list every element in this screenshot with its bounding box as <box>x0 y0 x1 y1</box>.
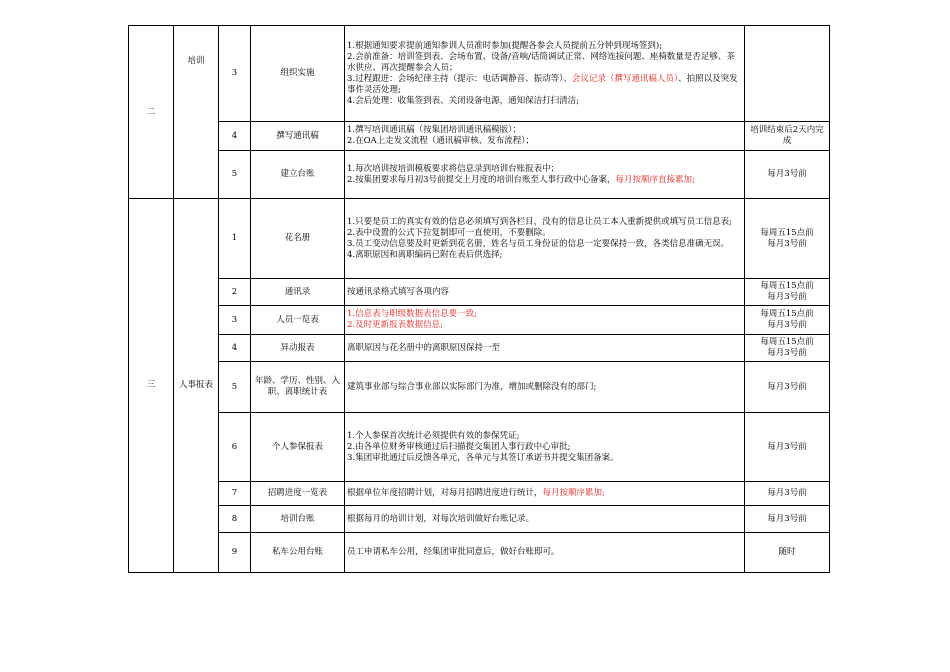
description-text: 按通讯录格式填写各项内容 <box>347 286 450 297</box>
description-text: 2.由各单位财务审核通过后扫描提交集团人事行政中心审批; <box>347 441 571 452</box>
description-line <box>347 125 742 136</box>
deadline-cell <box>745 335 830 362</box>
description-text: 根据单位年度招聘计划，对每月招聘进度进行统计， <box>347 488 543 498</box>
description-cell <box>345 199 745 279</box>
category-cell: 培训 <box>174 26 219 199</box>
highlighted-text: 每月按顺序直接累加; <box>615 174 695 185</box>
item-name-cell: 建立台账 <box>251 151 345 199</box>
description-text: 1.只要是员工的真实有效的信息必须填写到各栏目，没有的信息让员工本人重新提供或填写员工信息表; <box>347 216 732 227</box>
item-number-cell: 7 <box>219 482 251 506</box>
item-number-cell: 4 <box>219 335 251 362</box>
section-number-cell: 二 <box>129 26 174 199</box>
deadline-line: 每周五15点前 <box>760 309 814 319</box>
item-name-cell: 招聘进度一览表 <box>251 482 345 506</box>
description-text: 3.集团审批通过后反馈各单元，各单元与其签订承诺书并提交集团备案。 <box>347 452 619 463</box>
description-line <box>347 442 742 453</box>
item-name-cell: 个人参保报表 <box>251 413 345 482</box>
description-text: 4.离职原因和离职编码已附在表后供选择; <box>347 249 503 260</box>
description-text: 3.过程跟进：会场纪律主持（提示：电话调静音、振动等）、 <box>347 73 572 84</box>
deadline-line: 每月3号前 <box>767 441 807 452</box>
deadline-cell <box>745 279 830 306</box>
item-number-cell: 8 <box>219 506 251 533</box>
description-text: 1.撰写培训通讯稿（按集团培训通讯稿模版）； <box>347 125 521 135</box>
deadline-cell <box>745 362 830 413</box>
section-number-cell: 三 <box>129 199 174 573</box>
item-number-cell: 4 <box>219 122 251 151</box>
item-number-cell: 5 <box>219 151 251 199</box>
table-row <box>129 533 830 573</box>
description-line <box>347 217 742 228</box>
deadline-line: 每月3号前 <box>767 348 807 358</box>
description-text: 2.在OA上走发文流程（通讯稿审核、发布流程）； <box>347 136 534 146</box>
work-schedule-table <box>128 25 830 573</box>
description-line <box>347 74 742 96</box>
description-line <box>347 41 742 52</box>
table-row <box>129 26 830 122</box>
description-line <box>347 164 742 175</box>
description-text: 1.每次培训按培训模板要求将信息录到培训台账报表中； <box>347 163 560 174</box>
deadline-cell <box>745 413 830 482</box>
table-row <box>129 306 830 335</box>
description-line <box>347 514 742 525</box>
description-line <box>347 382 742 393</box>
highlighted-text: 每月按顺序累加; <box>542 488 605 498</box>
description-cell <box>345 335 745 362</box>
description-line <box>347 453 742 464</box>
item-name-cell: 私车公用台账 <box>251 533 345 573</box>
deadline-cell <box>745 306 830 335</box>
description-line <box>347 320 742 331</box>
description-text: 2.按集团要求每月初3号前提交上月度的培训台账至人事行政中心备案， <box>347 174 616 185</box>
deadline-line: 每月3号前 <box>767 381 807 392</box>
description-text: 2.会前准备：培训签到表、会场布置、设备/音响/话筒调试正常、网络连接问题、座椅数量是否足够、茶水供应、再次提醒参会人员； <box>347 51 735 73</box>
item-number-cell: 9 <box>219 533 251 573</box>
item-number-cell: 3 <box>219 26 251 122</box>
description-cell <box>345 362 745 413</box>
description-text: 3.员工变动信息要及时更新到花名册，姓名与员工身份证的信息一定要保持一致，各类信息准确无误。 <box>347 238 730 249</box>
category-cell: 人事报表 <box>174 199 219 573</box>
description-text: 员工申请私车公用，经集团审批同意后，做好台账即可。 <box>347 547 560 557</box>
highlighted-text: 会议记录（撰写通讯稿人员） <box>571 73 679 84</box>
description-line <box>347 343 742 354</box>
deadline-line: 每周五15点前 <box>760 281 814 291</box>
description-text: 4.会后处理：收集签到表、关闭设备电源，通知保洁打扫清洁; <box>347 95 579 106</box>
description-line <box>347 488 742 499</box>
deadline-line: 每月3号前 <box>767 320 807 330</box>
description-line <box>347 309 742 320</box>
description-cell <box>345 306 745 335</box>
table-row <box>129 335 830 362</box>
item-name-cell: 人员一览表 <box>251 306 345 335</box>
highlighted-text: 1.信息表与职级数据表信息要一致; <box>347 309 477 319</box>
description-cell <box>345 279 745 306</box>
item-name-cell: 通讯录 <box>251 279 345 306</box>
deadline-line: 每周五15点前 <box>760 337 814 347</box>
deadline-cell <box>745 482 830 506</box>
description-line <box>347 175 742 186</box>
description-line <box>347 136 742 147</box>
description-line <box>347 287 742 298</box>
table-row <box>129 151 830 199</box>
description-line <box>347 228 742 239</box>
description-cell <box>345 533 745 573</box>
item-number-cell: 5 <box>219 362 251 413</box>
deadline-cell <box>745 26 830 122</box>
description-cell <box>345 151 745 199</box>
item-number-cell: 2 <box>219 279 251 306</box>
description-cell <box>345 413 745 482</box>
item-name-cell: 花名册 <box>251 199 345 279</box>
description-cell <box>345 26 745 122</box>
item-name-cell: 撰写通讯稿 <box>251 122 345 151</box>
highlighted-text: 2.及时更新报表数据信息; <box>347 320 443 330</box>
description-line <box>347 547 742 558</box>
item-name-cell: 异动报表 <box>251 335 345 362</box>
description-text: 1.根据通知要求提前通知参训人员准时参加(提醒各参会人员提前五分钟到现场签到); <box>347 40 663 51</box>
table-row <box>129 413 830 482</box>
item-name-cell: 年龄、学历、性别、入职、离职统计表 <box>251 362 345 413</box>
deadline-cell <box>745 199 830 279</box>
deadline-cell <box>745 506 830 533</box>
table-row <box>129 122 830 151</box>
deadline-line: 每月3号前 <box>767 513 807 524</box>
description-text: 离职原因与花名册中的离职原因保持一至 <box>347 342 501 353</box>
table-row <box>129 199 830 279</box>
deadline-cell: 每月3号前 <box>745 151 830 199</box>
deadline-line: 每周五15点前 <box>760 227 814 238</box>
item-number-cell: 3 <box>219 306 251 335</box>
deadline-line: 随时 <box>778 547 796 557</box>
deadline-line: 每月3号前 <box>767 292 807 302</box>
item-number-cell: 6 <box>219 413 251 482</box>
description-text: 1.个人参保首次统计必须提供有效的参保凭证; <box>347 430 520 441</box>
deadline-cell <box>745 533 830 573</box>
table-row <box>129 362 830 413</box>
description-cell <box>345 506 745 533</box>
description-cell <box>345 482 745 506</box>
table-row <box>129 279 830 306</box>
description-text: 2.表中设置的公式下拉复制即可一直使用，不要删除。 <box>347 227 551 238</box>
description-line <box>347 96 742 107</box>
deadline-line: 每月3号前 <box>767 488 807 498</box>
description-line <box>347 431 742 442</box>
table-row <box>129 506 830 533</box>
description-line <box>347 250 742 261</box>
description-cell <box>345 122 745 151</box>
description-text: 、拍照以及突发事件灵活处理; <box>347 73 738 95</box>
description-text: 根据每月的培训计划，对每次培训做好台账记录。 <box>347 513 535 524</box>
description-line <box>347 52 742 74</box>
deadline-line: 每月3号前 <box>767 238 807 249</box>
item-name-cell: 培训台账 <box>251 506 345 533</box>
table-row <box>129 482 830 506</box>
description-line <box>347 239 742 250</box>
item-number-cell: 1 <box>219 199 251 279</box>
item-name-cell: 组织实施 <box>251 26 345 122</box>
description-text: 建筑事业部与综合事业部以实际部门为准，增加或删除没有的部门; <box>347 381 597 392</box>
deadline-cell: 培训结束后2天内完成 <box>745 122 830 151</box>
